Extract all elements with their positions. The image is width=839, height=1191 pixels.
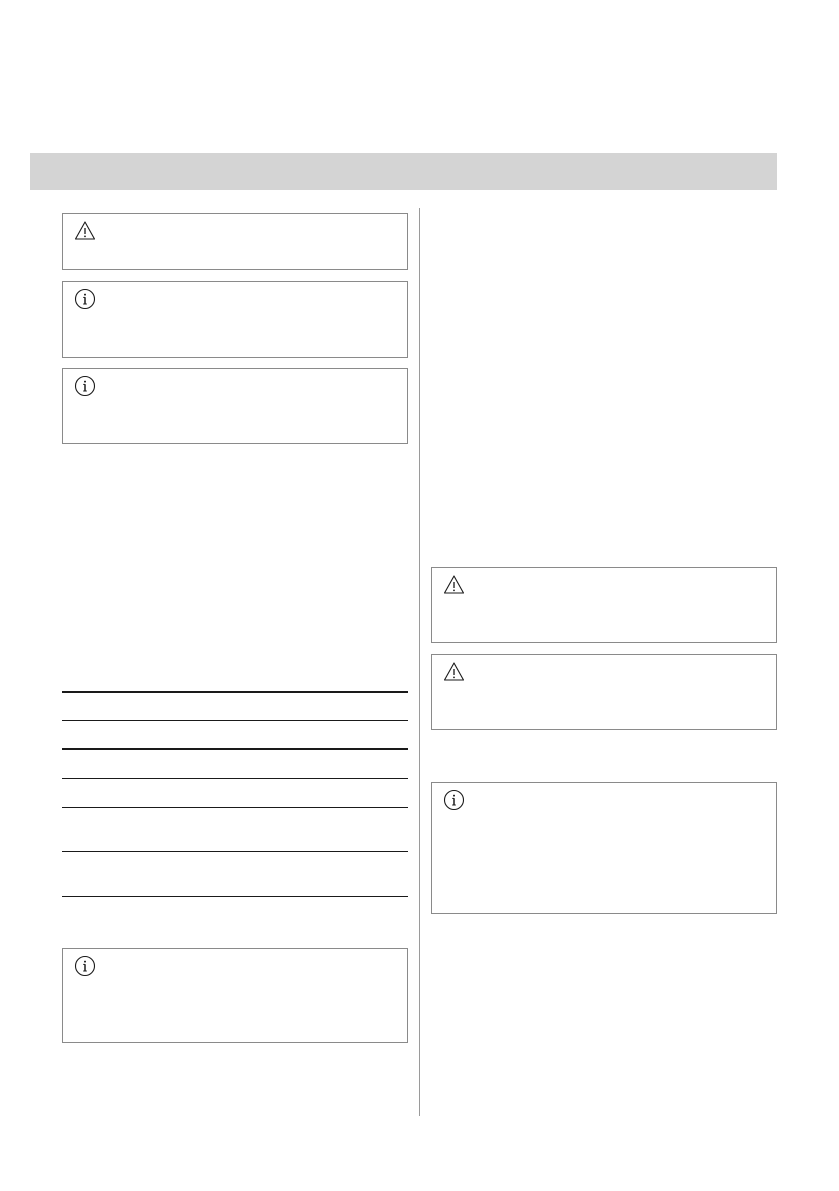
info-circle-icon (74, 288, 96, 310)
section-header-band (30, 153, 777, 190)
table-row-rule (62, 851, 408, 852)
warning-triangle-icon (443, 574, 465, 596)
info-notice-box (431, 782, 777, 914)
warning-notice-box (431, 654, 777, 730)
warning-notice-box (431, 567, 777, 643)
warning-notice-box (62, 213, 408, 270)
table-row-rule (62, 748, 408, 750)
column-divider (419, 208, 420, 1116)
info-circle-icon (74, 375, 96, 397)
table-row-rule (62, 720, 408, 721)
table-row-rule (62, 807, 408, 808)
warning-triangle-icon (443, 661, 465, 683)
info-circle-icon (443, 789, 465, 811)
info-circle-icon (74, 955, 96, 977)
info-notice-box (62, 368, 408, 444)
info-notice-box (62, 948, 408, 1043)
table-header-top-rule (62, 691, 408, 693)
table-row-rule (62, 778, 408, 779)
table-bottom-rule (62, 896, 408, 897)
warning-triangle-icon (74, 220, 96, 242)
info-notice-box (62, 281, 408, 358)
